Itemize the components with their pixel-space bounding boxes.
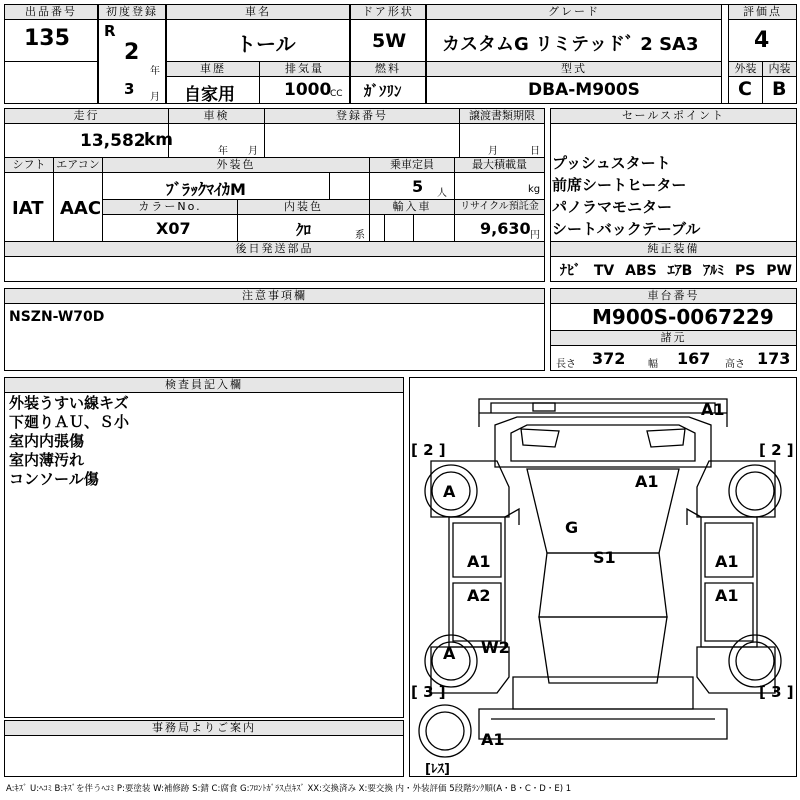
spec-label: 諸元 (550, 330, 797, 346)
month-unit: 月 (150, 92, 160, 103)
registration-month: 3 (124, 80, 135, 98)
sales-point-item: 前席シートヒーター (552, 176, 687, 194)
yen-unit: 円 (530, 230, 540, 241)
damage-mark: S1 (593, 548, 616, 567)
tire-front-right-label: [ 2 ] (759, 441, 794, 459)
inspector-line: 室内薄汚れ (9, 451, 85, 469)
inspector-label: 検査員記入欄 (4, 377, 404, 393)
import-divider (384, 214, 414, 242)
inspection-year-unit: 年 (218, 146, 228, 157)
max-load-label: 最大積載量 (454, 157, 545, 173)
height: 173 (757, 349, 791, 368)
sales-point-label: セールスポイント (550, 108, 797, 124)
length-label: 長さ (556, 359, 576, 370)
sales-point-item: プッシュスタート (552, 154, 671, 172)
transfer-deadline-label: 譲渡書類期限 (459, 108, 545, 124)
history: 自家用 (184, 85, 235, 105)
displacement: 1000 (284, 80, 332, 100)
cc-unit: CC (330, 89, 343, 99)
shift: IAT (12, 198, 44, 219)
damage-mark: A1 (715, 586, 739, 605)
damage-mark: W2 (481, 638, 510, 657)
damage-mark: A2 (467, 586, 491, 605)
shift-label: シフト (4, 157, 54, 173)
interior-label: 内装 (762, 61, 797, 77)
exterior-score: C (738, 78, 752, 100)
door-shape: 5W (372, 30, 407, 52)
lot-number-label: 出品番号 (4, 4, 98, 20)
sales-point-list (552, 152, 700, 240)
door-label: ドア形状 (350, 4, 426, 20)
equipment-item: ﾅﾋﾞ (560, 263, 581, 279)
inspector-line: コンソール傷 (9, 470, 99, 488)
notes-text: NSZN-W70D (9, 309, 105, 325)
damage-mark: A1 (715, 552, 739, 571)
grade: カスタムG リミテッドﾞ 2 SA3 (442, 34, 699, 55)
damage-mark: G (565, 518, 579, 537)
length: 372 (592, 349, 626, 368)
rear-window-shape (539, 617, 667, 683)
recycle-label: リサイクル預託金 (454, 199, 545, 215)
fuel: ｶﾞｿﾘﾝ (364, 82, 402, 100)
score: 4 (754, 28, 770, 53)
tire-front-left-label: [ 2 ] (411, 441, 446, 459)
legend: A:ｷｽﾞ U:ﾍｺﾐ B:ｷｽﾞを伴うﾍｺﾐ P:要塗装 W:補修跡 S:錆 C:腐食 G:ﾌﾛﾝﾄｶﾞﾗｽ点ｷｽﾞ XX:交換済み X:要交換 内・外装評価 5段階ﾗﾝｸ順(A・B・C・D・E) 1 (6, 784, 572, 794)
inspector-line: 下廻りＡＵ、Ｓ小 (9, 413, 130, 431)
equipment-item: TV (593, 263, 615, 279)
score-label: 評価点 (728, 4, 797, 20)
right-side-shape (701, 517, 757, 647)
height-label: 高さ (725, 359, 745, 370)
equipment-item: PW (766, 263, 792, 279)
damage-mark: A1 (635, 472, 659, 491)
recycle-fee: 9,630 (480, 219, 531, 238)
displacement-label: 排気量 (259, 61, 350, 77)
damage-mark: A1 (701, 400, 725, 419)
inspection-month-unit: 月 (248, 146, 258, 157)
equipment-item: ABS (625, 263, 657, 279)
spare-tire-label: [ﾚｽ] (425, 762, 450, 777)
rear-hatch-shape (513, 677, 693, 709)
aircon: AAC (60, 198, 102, 219)
registration-number-label: 登録番号 (264, 108, 460, 124)
equipment-label: 純正装備 (550, 241, 797, 257)
interior-color-label: 内装色 (237, 199, 370, 215)
damage-mark: A1 (481, 730, 505, 749)
kg-unit: kg (528, 184, 541, 195)
lot-number: 135 (24, 26, 70, 51)
interior-score: B (772, 78, 787, 100)
office-label: 事務局よりご案内 (4, 720, 404, 736)
car-name-label: 車名 (166, 4, 350, 20)
inspector-notes (9, 394, 129, 489)
model-label: 型式 (426, 61, 722, 77)
registration-year: 2 (124, 40, 140, 65)
transfer-month-unit: 月 (488, 146, 498, 157)
sales-point-item: シートバックテーブル (552, 220, 701, 238)
capacity: 5 (412, 177, 424, 196)
left-side-shape (449, 517, 505, 647)
equipment-item: PS (735, 263, 756, 279)
registration-number-cell (264, 123, 460, 158)
spare-tire-shape (419, 705, 471, 757)
grade-label: グレード (426, 4, 722, 20)
import-label: 輸入車 (369, 199, 455, 215)
equipment-item: ｴｱB (667, 263, 693, 279)
km-unit: km (144, 130, 174, 150)
damage-mark: A (443, 644, 456, 663)
tire-front-right-shape (729, 465, 781, 517)
equipment-list (560, 260, 792, 280)
capacity-label: 乗車定員 (369, 157, 455, 173)
exterior-color-label: 外装色 (102, 157, 370, 173)
chassis-label: 車台番号 (550, 288, 797, 304)
office-cell (4, 735, 404, 777)
first-registration-label: 初度登録 (98, 4, 166, 20)
mileage-label: 走行 (4, 108, 169, 124)
later-shipment-label: 後日発送部品 (4, 241, 545, 257)
kei-unit: 系 (355, 230, 365, 241)
exterior-color-divider (329, 172, 370, 200)
lot-blank-cell (4, 61, 98, 104)
interior-color: ｸﾛ (296, 221, 312, 239)
damage-mark: A (443, 482, 456, 501)
exterior-label: 外装 (728, 61, 763, 77)
tire-rear-right-label: [ 3 ] (759, 683, 794, 701)
era: R (104, 22, 116, 40)
history-label: 車歴 (166, 61, 260, 77)
rear-bumper-shape (479, 709, 727, 739)
color-number: X07 (156, 219, 191, 238)
chassis-number: M900S-0067229 (592, 305, 774, 329)
exterior-color: ﾌﾞﾗｯｸﾏｲｶM (166, 180, 246, 199)
car-name: トール (236, 32, 296, 56)
damage-mark: A1 (467, 552, 491, 571)
width-label: 幅 (648, 359, 658, 370)
mileage: 13,582 (80, 131, 146, 151)
color-number-label: カラーNo. (102, 199, 238, 215)
aircon-label: エアコン (53, 157, 103, 173)
notes-label: 注意事項欄 (4, 288, 545, 304)
later-shipment-cell (4, 256, 545, 282)
width: 167 (677, 349, 711, 368)
model: DBA-M900S (528, 80, 640, 100)
tire-rear-left-label: [ 3 ] (411, 683, 446, 701)
sales-point-item: パノラマモニター (552, 198, 673, 216)
damage-diagram (409, 377, 797, 777)
tire-rear-right-shape (729, 635, 781, 687)
year-unit: 年 (150, 66, 160, 77)
inspector-line: 室内内張傷 (9, 432, 85, 450)
fuel-label: 燃料 (350, 61, 426, 77)
transfer-day-unit: 日 (530, 146, 540, 157)
person-unit: 人 (437, 188, 447, 199)
inspection-label: 車検 (168, 108, 265, 124)
equipment-item: ｱﾙﾐ (703, 263, 725, 279)
inspector-line: 外装うすい線キズ (9, 394, 129, 412)
